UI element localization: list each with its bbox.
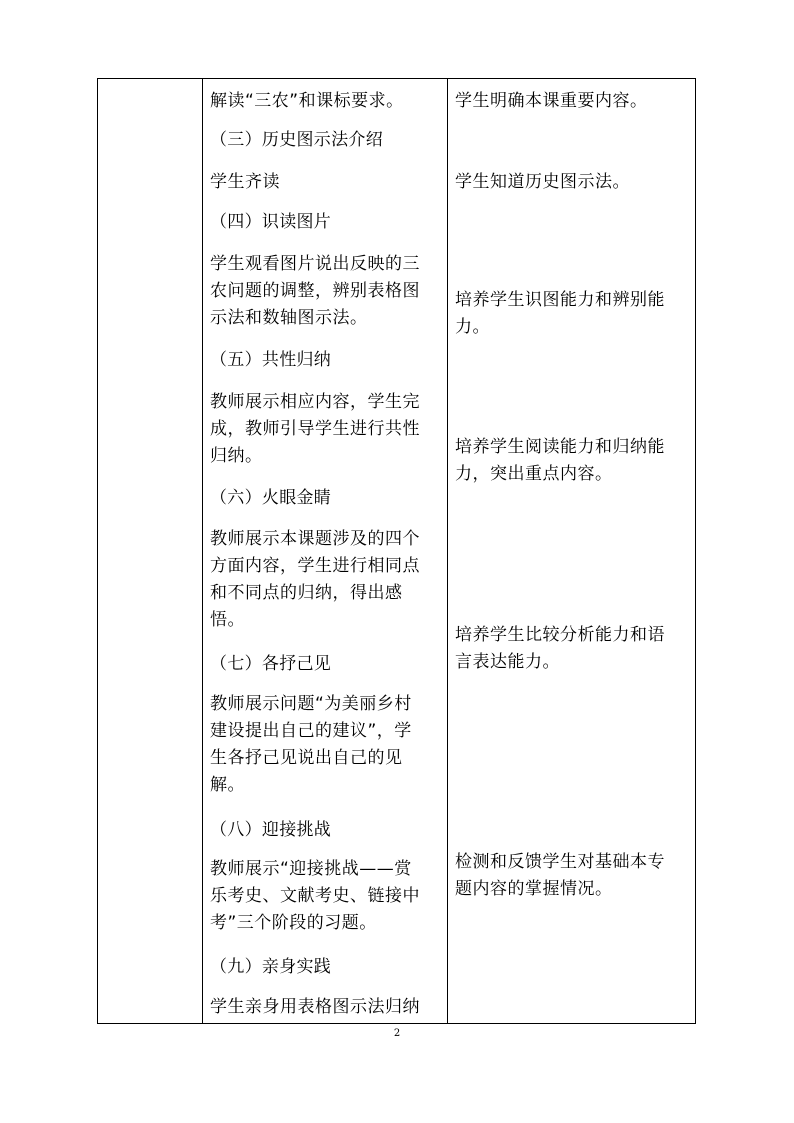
line: 教师展示本课题涉及的四个 — [210, 529, 420, 549]
text-block — [455, 169, 630, 196]
column-divider-2 — [447, 79, 448, 1023]
text-block — [210, 526, 420, 634]
line: 言表达能力。 — [455, 652, 560, 672]
text-block — [455, 287, 665, 341]
line: 学生亲身用表格图示法归纳 — [210, 997, 420, 1017]
line: 示法和数轴图示法。 — [210, 308, 368, 328]
lesson-table — [97, 78, 696, 1024]
text-block — [455, 88, 648, 115]
text-block — [210, 691, 412, 799]
line: 教师展示相应内容，学生完 — [210, 392, 420, 412]
section-heading — [210, 347, 331, 374]
text-block — [210, 169, 280, 196]
page-number: 2 — [393, 1028, 401, 1039]
line: 乐考史、文献考史、链接中 — [210, 886, 420, 906]
line: 学生齐读 — [210, 172, 280, 192]
text-block — [210, 251, 420, 332]
line: 学生观看图片说出反映的三 — [210, 254, 420, 274]
line: 建设提出自己的建议”，学 — [210, 721, 412, 741]
section-heading — [210, 817, 331, 844]
line: （七）各抒己见 — [210, 654, 332, 674]
line: 解。 — [210, 775, 245, 795]
line: （八）迎接挑战 — [210, 820, 332, 840]
line: 和不同点的归纳，得出感 — [210, 583, 403, 603]
section-heading — [210, 209, 331, 236]
line: 生各抒己见说出自己的见 — [210, 748, 403, 768]
line: （九）亲身实践 — [210, 957, 332, 977]
text-block — [455, 849, 665, 903]
line: 力，突出重点内容。 — [455, 464, 613, 484]
line: 力。 — [455, 317, 490, 337]
text-block — [210, 88, 404, 115]
line: 解读“三农”和课标要求。 — [210, 91, 404, 111]
text-block — [455, 622, 665, 676]
line: 培养学生阅读能力和归纳能 — [455, 437, 665, 457]
section-heading — [210, 954, 331, 981]
line: 学生明确本课重要内容。 — [455, 91, 648, 111]
text-block — [455, 434, 665, 488]
line: 检测和反馈学生对基础本专 — [455, 852, 665, 872]
line: （六）火眼金睛 — [210, 488, 332, 508]
line: 培养学生比较分析能力和语 — [455, 625, 665, 645]
section-heading — [210, 485, 331, 512]
section-heading — [210, 127, 383, 154]
line: 学生知道历史图示法。 — [455, 172, 630, 192]
line: 成，教师引导学生进行共性 — [210, 419, 420, 439]
line: 题内容的掌握情况。 — [455, 879, 613, 899]
text-block — [210, 389, 420, 470]
line: 方面内容，学生进行相同点 — [210, 556, 420, 576]
line: 农问题的调整，辨别表格图 — [210, 281, 420, 301]
line: 培养学生识图能力和辨别能 — [455, 290, 665, 310]
line: 教师展示“迎接挑战——赏 — [210, 859, 412, 879]
line: 教师展示问题“为美丽乡村 — [210, 694, 412, 714]
line: （四）识读图片 — [210, 212, 332, 232]
section-heading — [210, 651, 331, 678]
column-divider-1 — [202, 79, 203, 1023]
text-block — [210, 994, 420, 1021]
line: 考”三个阶段的习题。 — [210, 913, 377, 933]
line: 归纳。 — [210, 446, 263, 466]
line: （五）共性归纳 — [210, 350, 332, 370]
line: （三）历史图示法介绍 — [210, 130, 383, 150]
text-block — [210, 856, 420, 937]
line: 悟。 — [210, 610, 245, 630]
